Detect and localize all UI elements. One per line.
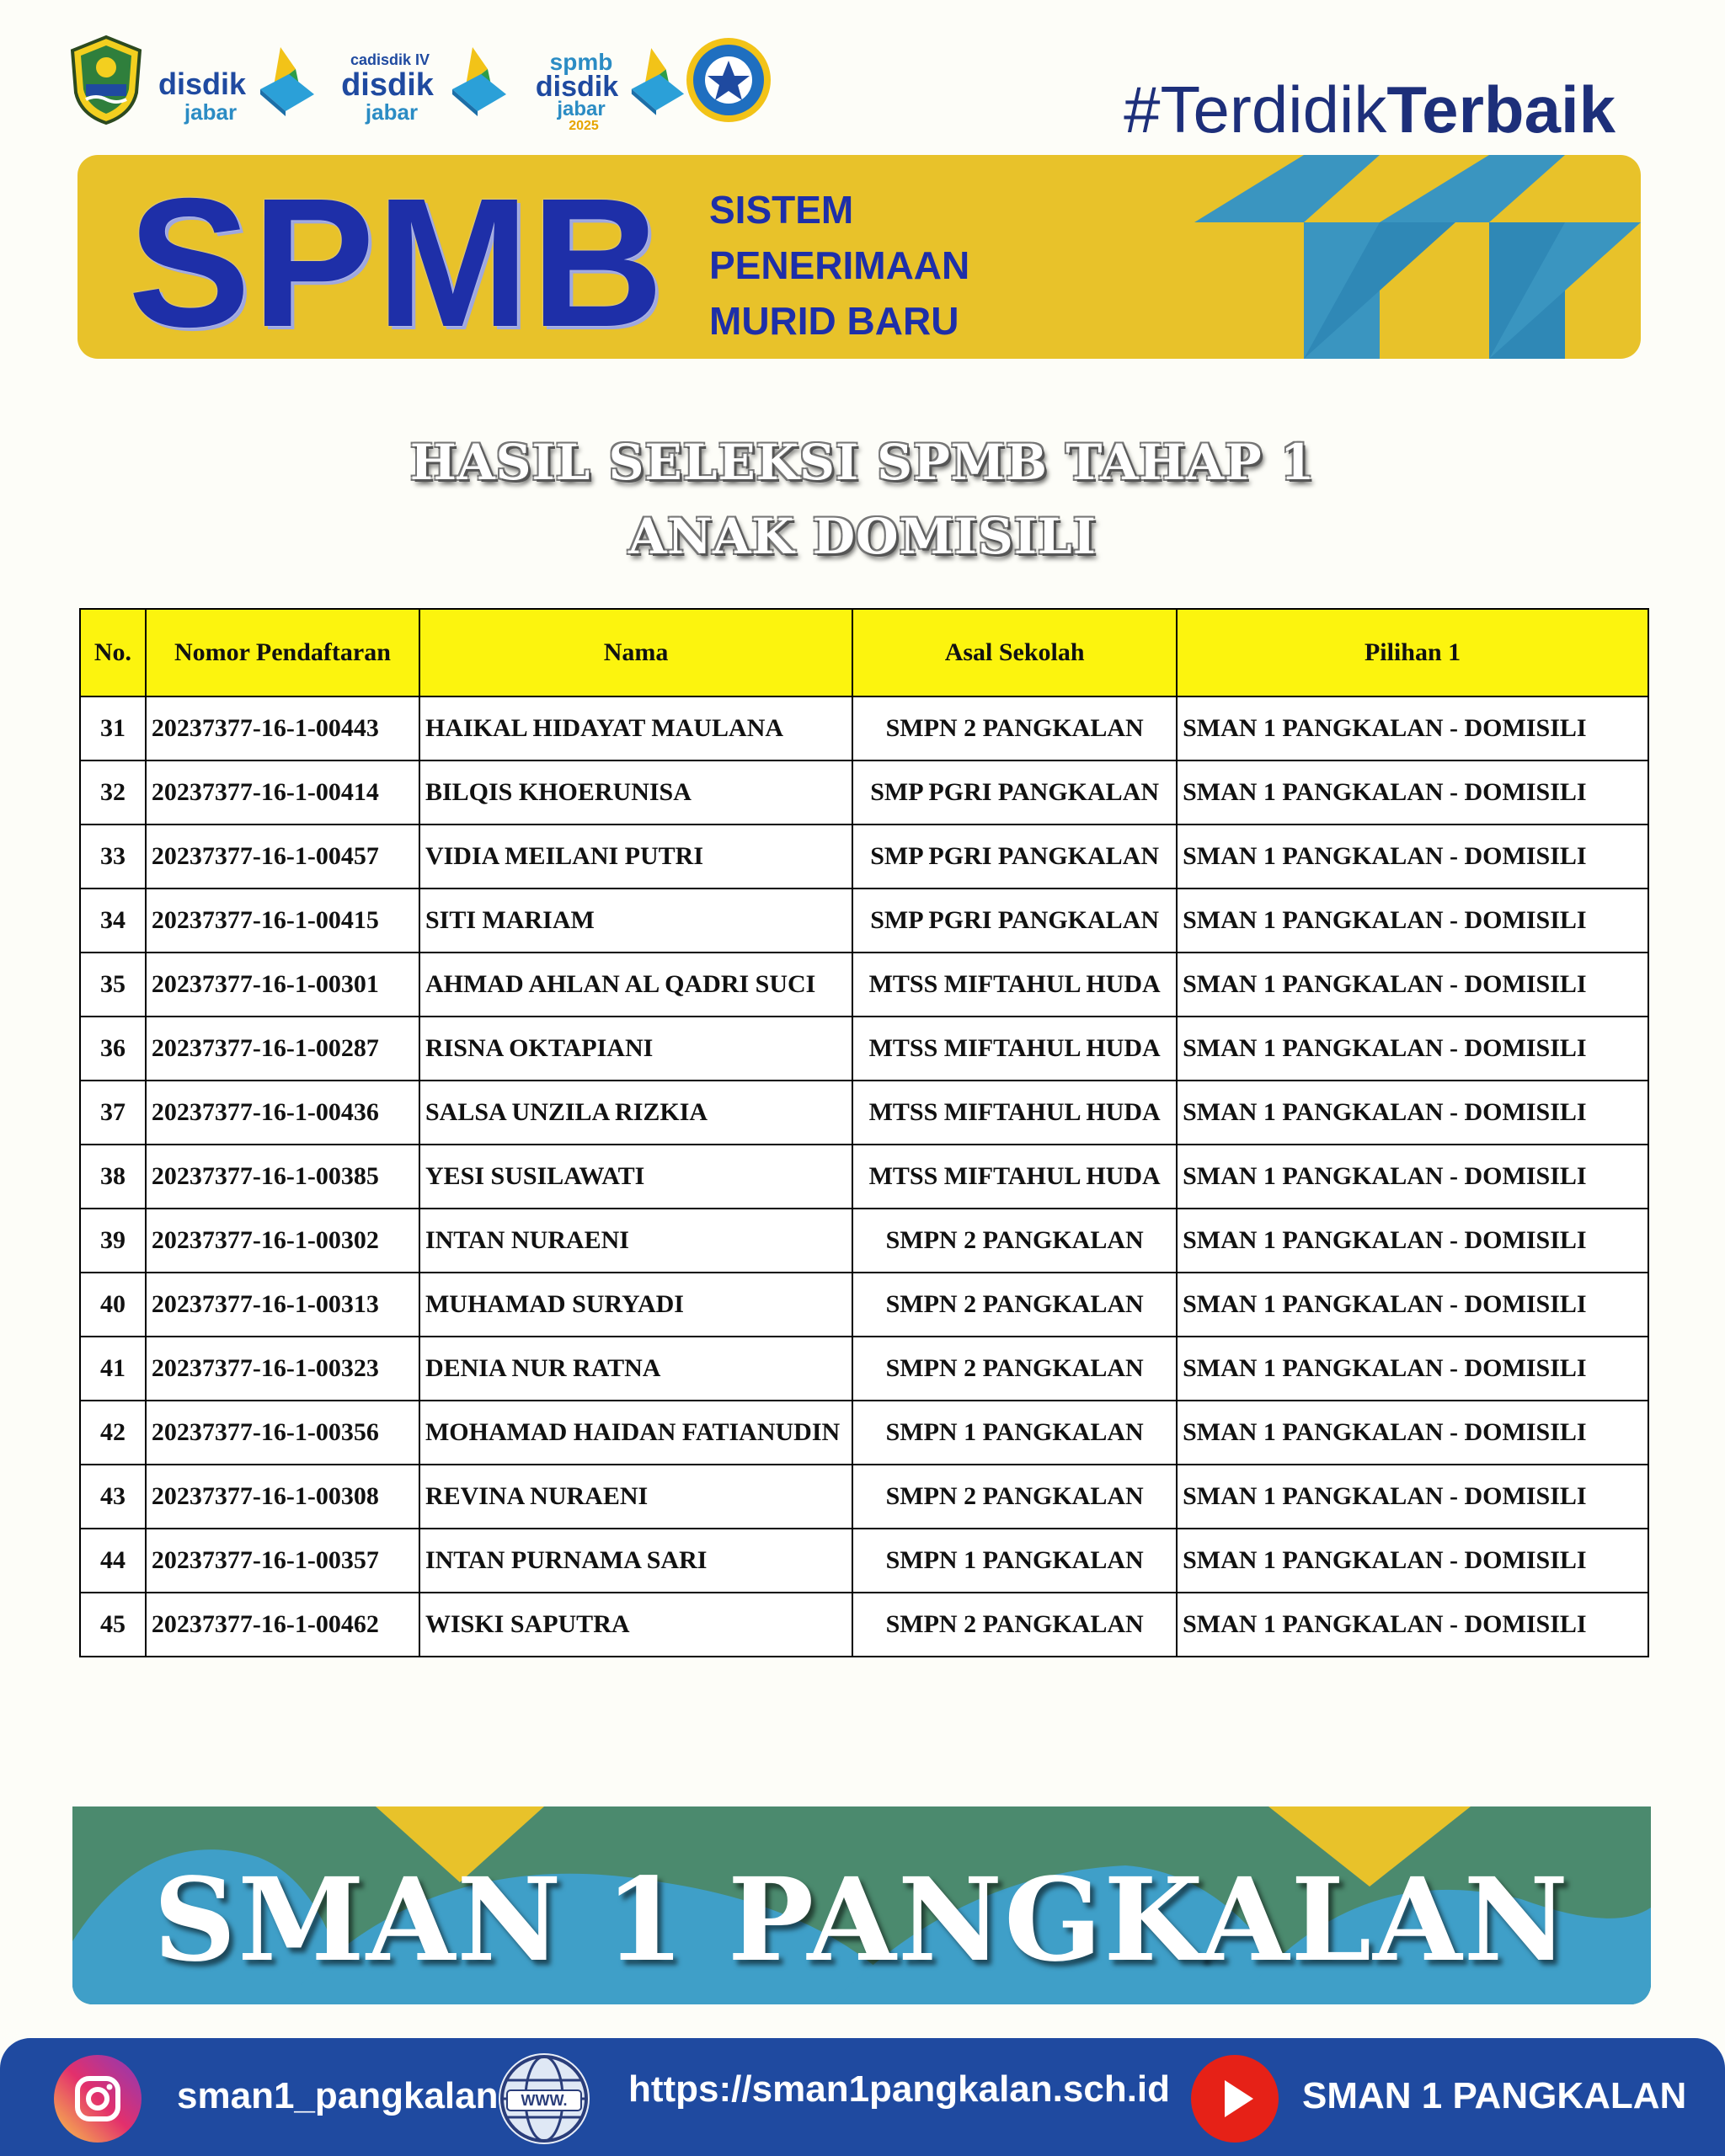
cell-choice: SMAN 1 PANGKALAN - DOMISILI — [1177, 1145, 1648, 1209]
col-no: No. — [80, 609, 146, 696]
cell-no: 42 — [80, 1401, 146, 1465]
cell-no: 38 — [80, 1145, 146, 1209]
hashtag-tagline — [1124, 72, 1616, 148]
cell-reg: 20237377-16-1-00385 — [146, 1145, 419, 1209]
cell-no: 33 — [80, 825, 146, 889]
cell-reg: 20237377-16-1-00415 — [146, 889, 419, 953]
cell-reg: 20237377-16-1-00302 — [146, 1209, 419, 1273]
youtube-icon[interactable] — [1189, 2053, 1280, 2144]
table-row — [80, 1273, 1648, 1337]
cell-choice: SMAN 1 PANGKALAN - DOMISILI — [1177, 760, 1648, 825]
cell-reg: 20237377-16-1-00301 — [146, 953, 419, 1017]
cell-no: 31 — [80, 696, 146, 760]
banner-subtitle-line3: MURID BARU — [709, 299, 959, 343]
cell-choice: SMAN 1 PANGKALAN - DOMISILI — [1177, 1273, 1648, 1337]
cell-choice: SMAN 1 PANGKALAN - DOMISILI — [1177, 1593, 1648, 1657]
cell-choice: SMAN 1 PANGKALAN - DOMISILI — [1177, 1465, 1648, 1529]
cell-reg: 20237377-16-1-00436 — [146, 1081, 419, 1145]
website-globe-icon — [499, 2053, 590, 2144]
cell-no: 39 — [80, 1209, 146, 1273]
cell-choice: SMAN 1 PANGKALAN - DOMISILI — [1177, 1401, 1648, 1465]
cell-no: 36 — [80, 1017, 146, 1081]
table-row — [80, 696, 1648, 760]
logo-cadisdik-jabar — [333, 34, 510, 135]
col-choice-1: Pilihan 1 — [1177, 609, 1648, 696]
cell-name: INTAN NURAENI — [419, 1209, 852, 1273]
col-origin-school: Asal Sekolah — [852, 609, 1177, 696]
cell-no: 40 — [80, 1273, 146, 1337]
cell-no: 37 — [80, 1081, 146, 1145]
cell-no: 44 — [80, 1529, 146, 1593]
cell-name: SALSA UNZILA RIZKIA — [419, 1081, 852, 1145]
cell-school: MTSS MIFTAHUL HUDA — [852, 1017, 1177, 1081]
cell-choice: SMAN 1 PANGKALAN - DOMISILI — [1177, 1209, 1648, 1273]
cell-choice: SMAN 1 PANGKALAN - DOMISILI — [1177, 1529, 1648, 1593]
cell-school: SMP PGRI PANGKALAN — [852, 760, 1177, 825]
cell-choice: SMAN 1 PANGKALAN - DOMISILI — [1177, 1081, 1648, 1145]
spmb-banner — [77, 155, 1641, 359]
col-registration-number: Nomor Pendaftaran — [146, 609, 419, 696]
cell-reg: 20237377-16-1-00457 — [146, 825, 419, 889]
cell-name: RISNA OKTAPIANI — [419, 1017, 852, 1081]
website-url[interactable]: https://sman1pangkalan.sch.id — [628, 2068, 1171, 2110]
cell-name: VIDIA MEILANI PUTRI — [419, 825, 852, 889]
cell-school: MTSS MIFTAHUL HUDA — [852, 953, 1177, 1017]
table-row — [80, 1529, 1648, 1593]
cell-choice: SMAN 1 PANGKALAN - DOMISILI — [1177, 696, 1648, 760]
cell-choice: SMAN 1 PANGKALAN - DOMISILI — [1177, 889, 1648, 953]
table-row — [80, 1465, 1648, 1529]
cell-reg: 20237377-16-1-00443 — [146, 696, 419, 760]
west-java-seal-icon — [67, 34, 145, 126]
logo-disdik-jabar-line2: jabar — [184, 99, 238, 125]
col-name: Nama — [419, 609, 852, 696]
youtube-channel[interactable]: SMAN 1 PANGKALAN — [1302, 2075, 1687, 2116]
table-row — [80, 1017, 1648, 1081]
school-name: SMAN 1 PANGKALAN — [153, 1853, 1570, 1988]
footer-bar — [0, 2038, 1725, 2156]
disdik-book-icon — [255, 44, 316, 116]
heading-line2: ANAK DOMISILI — [628, 508, 1097, 565]
cadisdik-book-icon — [447, 44, 508, 116]
partner-logos — [67, 34, 792, 135]
cell-name: REVINA NURAENI — [419, 1465, 852, 1529]
cell-name: BILQIS KHOERUNISA — [419, 760, 852, 825]
cell-no: 32 — [80, 760, 146, 825]
cell-no: 34 — [80, 889, 146, 953]
logo-cadisdik-line2: disdik — [341, 67, 434, 103]
logo-spmb-line4: 2025 — [569, 119, 599, 133]
cell-school: SMPN 1 PANGKALAN — [852, 1529, 1177, 1593]
table-body — [80, 696, 1648, 1657]
logo-spmb-line2: disdik — [535, 71, 619, 103]
banner-decoration — [1169, 155, 1641, 359]
cell-school: SMPN 2 PANGKALAN — [852, 1337, 1177, 1401]
cell-school: SMPN 2 PANGKALAN — [852, 1465, 1177, 1529]
cell-school: SMPN 1 PANGKALAN — [852, 1401, 1177, 1465]
cell-reg: 20237377-16-1-00462 — [146, 1593, 419, 1657]
banner-title: SPMB — [128, 161, 665, 359]
cell-choice: SMAN 1 PANGKALAN - DOMISILI — [1177, 953, 1648, 1017]
table-row — [80, 889, 1648, 953]
table-row — [80, 825, 1648, 889]
instagram-handle[interactable]: sman1_pangkalan — [177, 2075, 499, 2116]
cell-school: MTSS MIFTAHUL HUDA — [852, 1081, 1177, 1145]
page-heading — [0, 425, 1725, 574]
table-row — [80, 1337, 1648, 1401]
school-emblem-icon — [684, 34, 773, 126]
table-row — [80, 953, 1648, 1017]
cell-no: 41 — [80, 1337, 146, 1401]
cell-name: SITI MARIAM — [419, 889, 852, 953]
cell-name: MUHAMAD SURYADI — [419, 1273, 852, 1337]
cell-reg: 20237377-16-1-00287 — [146, 1017, 419, 1081]
cell-school: MTSS MIFTAHUL HUDA — [852, 1145, 1177, 1209]
logo-spmb-jabar — [522, 34, 682, 135]
cell-name: YESI SUSILAWATI — [419, 1145, 852, 1209]
table-row — [80, 1401, 1648, 1465]
logo-disdik-jabar — [156, 34, 316, 135]
table-row — [80, 1081, 1648, 1145]
cell-reg: 20237377-16-1-00308 — [146, 1465, 419, 1529]
cell-school: SMP PGRI PANGKALAN — [852, 825, 1177, 889]
cell-name: WISKI SAPUTRA — [419, 1593, 852, 1657]
table-row — [80, 1593, 1648, 1657]
cell-choice: SMAN 1 PANGKALAN - DOMISILI — [1177, 825, 1648, 889]
cell-reg: 20237377-16-1-00357 — [146, 1529, 419, 1593]
instagram-icon[interactable] — [52, 2053, 143, 2144]
logo-disdik-jabar-line1: disdik — [158, 67, 247, 101]
cell-reg: 20237377-16-1-00414 — [146, 760, 419, 825]
hashtag-bold: Terbaik — [1386, 72, 1616, 147]
spmb-book-icon — [627, 44, 686, 116]
cell-no: 35 — [80, 953, 146, 1017]
hashtag-prefix: #Terdidik — [1124, 72, 1387, 147]
table-row — [80, 760, 1648, 825]
cell-name: INTAN PURNAMA SARI — [419, 1529, 852, 1593]
cell-name: HAIKAL HIDAYAT MAULANA — [419, 696, 852, 760]
table-header-row — [80, 609, 1648, 696]
cell-choice: SMAN 1 PANGKALAN - DOMISILI — [1177, 1337, 1648, 1401]
banner-subtitle-line2: PENERIMAAN — [709, 243, 970, 287]
cell-name: DENIA NUR RATNA — [419, 1337, 852, 1401]
cell-name: MOHAMAD HAIDAN FATIANUDIN — [419, 1401, 852, 1465]
logo-spmb-line1: spmb — [549, 49, 613, 75]
heading-line1: HASIL SELEKSI SPMB TAHAP 1 — [409, 434, 1316, 491]
banner-subtitle — [709, 182, 969, 349]
cell-school: SMP PGRI PANGKALAN — [852, 889, 1177, 953]
table-row — [80, 1145, 1648, 1209]
results-table — [79, 608, 1649, 1657]
cell-school: SMPN 2 PANGKALAN — [852, 1209, 1177, 1273]
cell-school: SMPN 2 PANGKALAN — [852, 1593, 1177, 1657]
school-banner — [72, 1806, 1651, 2004]
cell-reg: 20237377-16-1-00356 — [146, 1401, 419, 1465]
cell-no: 43 — [80, 1465, 146, 1529]
logo-cadisdik-line3: jabar — [365, 99, 419, 125]
logo-spmb-line3: jabar — [557, 98, 606, 120]
www-label: WWW. — [521, 2092, 568, 2109]
cell-choice: SMAN 1 PANGKALAN - DOMISILI — [1177, 1017, 1648, 1081]
cell-school: SMPN 2 PANGKALAN — [852, 1273, 1177, 1337]
logo-cadisdik-line1: cadisdik IV — [350, 51, 430, 68]
table-row — [80, 1209, 1648, 1273]
cell-reg: 20237377-16-1-00313 — [146, 1273, 419, 1337]
banner-subtitle-line1: SISTEM — [709, 188, 854, 232]
cell-reg: 20237377-16-1-00323 — [146, 1337, 419, 1401]
cell-name: AHMAD AHLAN AL QADRI SUCI — [419, 953, 852, 1017]
cell-no: 45 — [80, 1593, 146, 1657]
cell-school: SMPN 2 PANGKALAN — [852, 696, 1177, 760]
